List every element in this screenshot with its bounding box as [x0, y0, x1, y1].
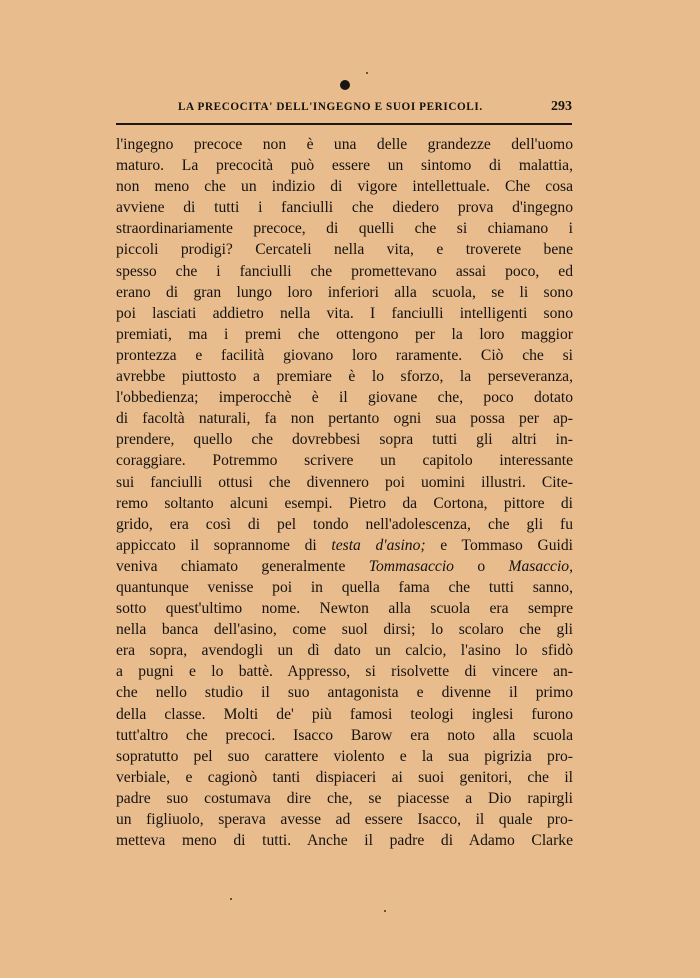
text-line: prontezza e facilità giovano loro raramente. Ciò che si — [116, 346, 573, 364]
line-text: veniva chiamato generalmente — [116, 557, 369, 575]
text-line: tutt'altro che precoci. Isacco Barow era noto alla scuola — [116, 726, 573, 744]
line-text: o — [453, 557, 509, 575]
text-line: avrebbe piuttosto a premiare è lo sforzo, la perseveranza, — [116, 368, 573, 386]
text-line: poi lasciati addietro nella vita. I fanciulli intelligenti sono — [116, 304, 573, 322]
ink-blot-ornament — [340, 80, 350, 90]
text-line: di facoltà naturali, fa non pertanto ogni sua possa per ap- — [116, 410, 573, 428]
text-line: verbiale, e cagionò tanti dispiaceri ai suoi genitori, che il — [116, 768, 573, 786]
line-text: e Tommaso Guidi — [425, 536, 574, 554]
text-line: a pugni e lo battè. Appresso, si risolvette di vincere an- — [116, 663, 573, 681]
italic-nickname: testa d'asino; — [331, 536, 426, 554]
paper-speck — [384, 910, 386, 912]
italic-nickname: Masaccio, — [508, 557, 573, 575]
running-head — [178, 99, 572, 119]
text-line: non meno che un indizio di vigore intellettuale. Che cosa — [116, 178, 573, 196]
text-line: era sopra, avendogli un dì dato un calcio, l'asino lo sfidò — [116, 642, 573, 660]
text-line: sotto quest'ultimo nome. Newton alla scuola era sempre — [116, 600, 573, 618]
text-line: prendere, quello che dovrebbesi sopra tutti gli altri in- — [116, 431, 573, 449]
text-line: remo soltanto alcuni esempi. Pietro da Cortona, pittore di — [116, 494, 573, 512]
text-line: premiati, ma i premi che ottengono per la loro maggior — [116, 325, 573, 343]
text-line: piccoli prodigi? Cercateli nella vita, e troverete bene — [116, 241, 573, 259]
text-line: che nello studio il suo antagonista e divenne il primo — [116, 684, 573, 702]
text-line: sopratutto pel suo carattere violento e la sua pigrizia pro- — [116, 747, 573, 765]
body-text — [116, 134, 573, 851]
text-line: spesso che i fanciulli che promettevano assai poco, ed — [116, 262, 573, 280]
text-line: avviene di tutti i fanciulli che diedero prova d'ingegno — [116, 199, 573, 217]
text-line: straordinariamente precoce, di quelli che si chiamano i — [116, 220, 573, 238]
text-line: quantunque venisse poi in quella fama che tutti sanno, — [116, 578, 573, 596]
paper-speck — [366, 72, 368, 74]
page-number: 293 — [551, 99, 572, 114]
text-line: un figliuolo, sperava avesse ad essere Isacco, il quale pro- — [116, 811, 573, 828]
line-text: appiccato il soprannome di — [116, 536, 332, 554]
text-line-with-italic — [116, 556, 573, 577]
text-line: l'obbedienza; imperocchè è il giovane che, poco dotato — [116, 389, 573, 407]
text-line-with-italic — [116, 535, 573, 556]
text-line: nella banca dell'asino, come suol dirsi; lo scolaro che gli — [116, 621, 573, 639]
text-line: della classe. Molti de' più famosi teologi inglesi furono — [116, 705, 573, 723]
header-rule — [116, 123, 572, 125]
text-line: padre suo costumava dire che, se piacesse a Dio rapirgli — [116, 789, 573, 807]
text-line: sui fanciulli ottusi che divennero poi uomini illustri. Cite- — [116, 473, 573, 491]
text-line: erano di gran lungo loro inferiori alla scuola, se li sono — [116, 283, 573, 301]
text-line: metteva meno di tutti. Anche il padre di Adamo Clarke — [116, 832, 573, 850]
text-line: maturo. La precocità può essere un sintomo di malattia, — [116, 157, 573, 175]
italic-nickname: Tommasaccio — [368, 557, 454, 575]
text-line: coraggiare. Potremmo scrivere un capitolo interessante — [116, 452, 573, 470]
paper-speck — [230, 898, 232, 900]
running-head-title: LA PRECOCITA' DELL'INGEGNO E SUOI PERICOLI. — [178, 101, 483, 113]
text-line: grido, era così di pel tondo nell'adolescenza, che gli fu — [116, 515, 573, 533]
text-line: l'ingegno precoce non è una delle grandezze dell'uomo — [116, 136, 573, 153]
